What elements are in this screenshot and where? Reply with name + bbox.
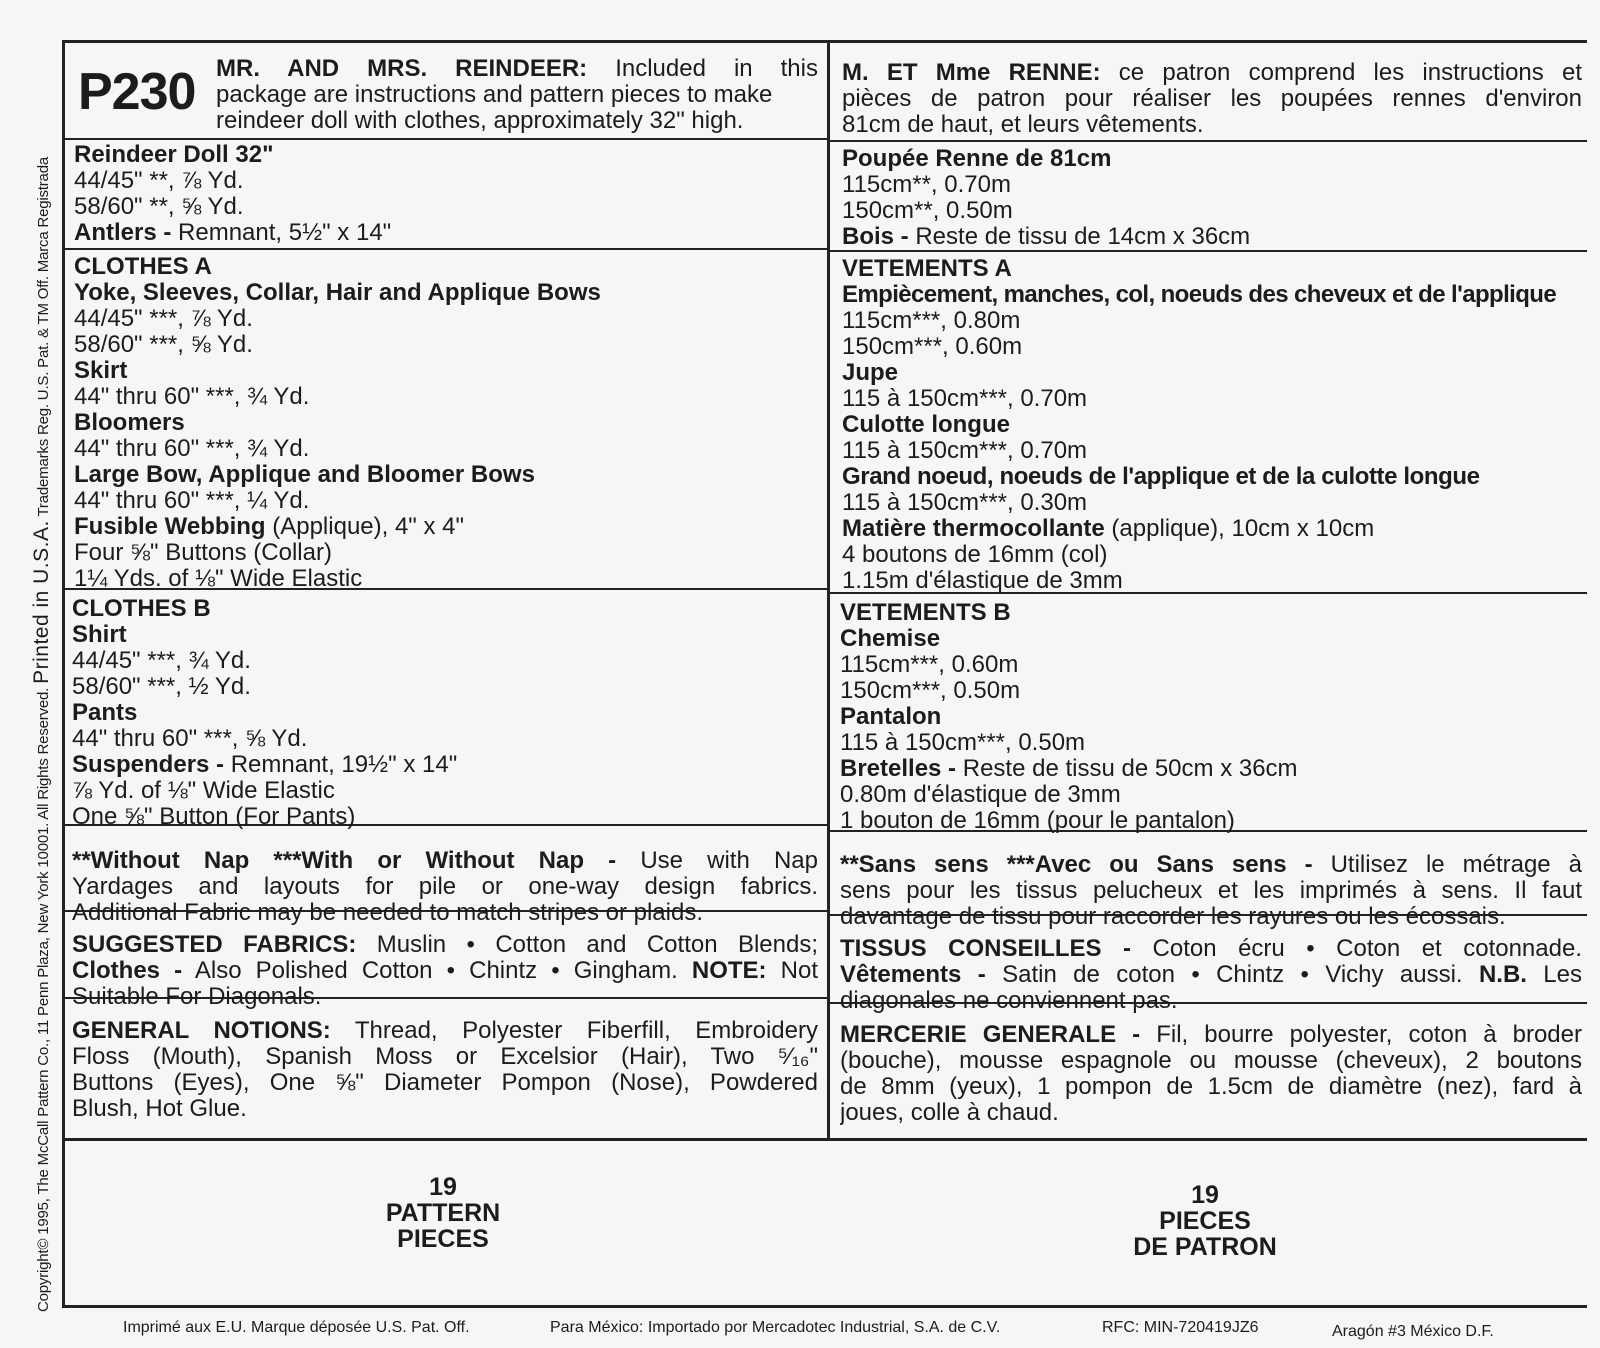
fabrics-line1-fr: [840, 936, 1582, 962]
nap-line1-fr: [840, 852, 1582, 878]
fusible-label-fr: Matière thermocollante: [842, 515, 1105, 542]
elastic-line-en: 1¼ Yds. of ⅛" Wide Elastic: [74, 565, 363, 592]
rule-right-2: [830, 250, 1587, 252]
notions-line1-en: [72, 1018, 818, 1044]
bloomers-title-en: Bloomers: [74, 409, 185, 436]
yoke-title-en: Yoke, Sleeves, Collar, Hair and Applique Bows: [74, 279, 601, 306]
fabrics-rest-fr: Coton écru • Coton et cotonnade.: [1131, 936, 1582, 962]
rule-left-1: [62, 138, 828, 140]
shirt-line1-en: 44/45" ***, ¾ Yd.: [72, 647, 251, 674]
fabrics-line2-rest-fr: Satin de coton • Chintz • Vichy aussi.: [985, 961, 1479, 988]
pieces-count-en: 19: [429, 1173, 457, 1201]
doll-section-en: [74, 142, 819, 246]
pieces-count-fr: 19: [1191, 1181, 1219, 1209]
pants-line1-fr: 115 à 150cm***, 0.50m: [840, 729, 1086, 756]
vetements-label-fr: Vêtements -: [840, 961, 986, 988]
rule-pieces: [62, 1138, 1587, 1141]
notions-rest-en: Thread, Polyester Fiberfill, Embroidery: [330, 1018, 818, 1044]
copyright-side-text: [22, 22, 62, 1312]
nap-line3-en: Additional Fabric may be needed to match stripes or plaids.: [72, 899, 703, 926]
notions-line3-fr: de 8mm (yeux), 1 pompon de 1.5cm de diamètre (nez), fard à: [840, 1073, 1582, 1100]
footer-imprime: Imprimé aux E.U. Marque déposée U.S. Pat. Off.: [123, 1319, 470, 1336]
shirt-title-en: Shirt: [72, 621, 127, 648]
shirt-title-fr: Chemise: [840, 625, 941, 652]
notions-line3-en: Buttons (Eyes), One ⅝" Diameter Pompon (Nose), Powdered: [72, 1069, 818, 1096]
nb-label-fr: N.B.: [1478, 961, 1527, 988]
fusible-value-fr: (applique), 10cm x 10cm: [1104, 515, 1375, 542]
fabrics-line3-fr: diagonales ne conviennent pas.: [840, 987, 1178, 1014]
antlers-label-en: Antlers -: [74, 219, 172, 246]
antlers-value-en: Remnant, 5½" x 14": [171, 219, 392, 246]
header-fr-line1-rest: ce patron comprend les instructions et: [1100, 60, 1582, 86]
buttons-line-fr: 4 boutons de 16mm (col): [842, 541, 1108, 568]
header-en-line3: reindeer doll with clothes, approximately 32" high.: [216, 107, 744, 134]
clothes-label-en: Clothes -: [72, 957, 183, 984]
header-en-line2: package are instructions and pattern pieces to make: [216, 81, 773, 108]
antlers-value-fr: Reste de tissu de 14cm x 36cm: [908, 223, 1251, 250]
doll-title-fr: Poupée Renne de 81cm: [842, 146, 1112, 172]
fusible-value-en: (Applique), 4" x 4": [265, 513, 465, 540]
fabrics-bold-fr: TISSUS CONSEILLES -: [840, 936, 1132, 962]
bloomers-line1-fr: 115 à 150cm***, 0.70m: [842, 437, 1088, 464]
shirt-line2-en: 58/60" ***, ½ Yd.: [72, 673, 251, 700]
button-b-line-fr: 1 bouton de 16mm (pour le pantalon): [840, 807, 1235, 834]
rule-left-2: [62, 248, 828, 250]
doll-title-en: Reindeer Doll 32": [74, 142, 274, 168]
trademark-text: Trademarks Reg. U.S. Pat. & TM Off. Marca Registrada: [35, 157, 52, 517]
header-description-en: [216, 56, 818, 134]
clothes-b-section-en: [72, 596, 817, 830]
suspenders-line-en: [72, 752, 817, 778]
elastic-line-fr: 1.15m d'élastique de 3mm: [842, 567, 1123, 594]
doll-line2-fr: 150cm**, 0.50m: [842, 197, 1013, 224]
notions-rest-fr: Fil, bourre polyester, coton à broder: [1140, 1022, 1582, 1048]
fusible-label-en: Fusible Webbing: [74, 513, 266, 540]
antlers-line-en: [74, 220, 819, 246]
clothes-a-section-en: [74, 254, 819, 592]
yoke-line1-en: 44/45" ***, ⅞ Yd.: [74, 305, 253, 332]
footer-aragon: Aragón #3 México D.F.: [1332, 1323, 1494, 1340]
button-b-line-en: One ⅝" Button (For Pants): [72, 803, 356, 830]
header-en-title: MR. AND MRS. REINDEER:: [216, 55, 588, 82]
printed-in-text: Printed in U.S.A.: [30, 520, 53, 684]
pants-title-fr: Pantalon: [840, 703, 942, 730]
fusible-line-en: [74, 514, 819, 540]
skirt-title-fr: Jupe: [842, 359, 899, 386]
header-fr-title: M. ET Mme RENNE:: [842, 60, 1101, 86]
copyright-text: Copyright© 1995, The McCall Pattern Co., 11 Penn Plaza, New York 10001. All Rights Reserved.: [35, 687, 52, 1312]
yoke-line2-fr: 150cm***, 0.60m: [842, 333, 1023, 360]
doll-line1-en: 44/45" **, ⅞ Yd.: [74, 167, 244, 194]
notions-line1-fr: [840, 1022, 1582, 1048]
pattern-number: P230: [78, 63, 196, 121]
bow-title-fr: Grand noeud, noeuds de l'applique et de la culotte longue: [842, 463, 1480, 490]
notions-bold-fr: MERCERIE GENERALE -: [840, 1022, 1141, 1048]
header-fr-line3: 81cm de haut, et leurs vêtements.: [842, 111, 1204, 138]
antlers-label-fr: Bois -: [842, 223, 909, 250]
footer-mexico: Para México: Importado por Mercadotec Industrial, S.A. de C.V.: [550, 1319, 1001, 1336]
nap-line1-en: [72, 848, 818, 874]
clothes-b-title-fr: VETEMENTS B: [840, 600, 1011, 626]
fabrics-section-fr: [840, 936, 1582, 1014]
suspenders-label-en: Suspenders -: [72, 751, 225, 778]
fabrics-rest-en: Muslin • Cotton and Cotton Blends;: [356, 932, 818, 958]
clothes-b-section-fr: [840, 600, 1585, 834]
pieces-line3-fr: DE PATRON: [1133, 1233, 1277, 1261]
pants-title-en: Pants: [72, 699, 138, 726]
footer-rfc: RFC: MIN-720419JZ6: [1102, 1319, 1259, 1336]
shirt-line2-fr: 150cm***, 0.50m: [840, 677, 1021, 704]
nap-rest-fr: Utilisez le métrage à: [1312, 852, 1582, 878]
shirt-line1-fr: 115cm***, 0.60m: [840, 651, 1019, 678]
fusible-line-fr: [842, 516, 1587, 542]
skirt-line1-en: 44" thru 60" ***, ¾ Yd.: [74, 383, 310, 410]
notions-bold-en: GENERAL NOTIONS:: [72, 1018, 331, 1044]
note-label-en: NOTE:: [691, 957, 767, 984]
fabrics-line1-en: [72, 932, 818, 958]
doll-line2-en: 58/60" **, ⅝ Yd.: [74, 193, 244, 220]
buttons-line-en: Four ⅝" Buttons (Collar): [74, 539, 332, 566]
fabrics-line2-fr: [840, 962, 1582, 988]
nap-bold-fr: **Sans sens ***Avec ou Sans sens -: [840, 852, 1313, 878]
fabrics-line2-rest-en: Also Polished Cotton • Chintz • Gingham.: [182, 957, 692, 984]
doll-line1-fr: 115cm**, 0.70m: [842, 171, 1011, 198]
yoke-line1-fr: 115cm***, 0.80m: [842, 307, 1021, 334]
nap-section-en: [72, 848, 818, 926]
nb-rest-fr: Les: [1526, 961, 1582, 988]
clothes-a-title-en: CLOTHES A: [74, 254, 212, 280]
header-fr-line2: pièces de patron pour réaliser les poupées rennes d'environ: [842, 85, 1582, 112]
header-fr-line1: [842, 60, 1582, 86]
rule-right-1: [830, 140, 1587, 142]
fabrics-section-en: [72, 932, 818, 1010]
notions-line4-en: Blush, Hot Glue.: [72, 1095, 247, 1122]
note-rest-en: Not: [766, 957, 818, 984]
clothes-b-title-en: CLOTHES B: [72, 596, 211, 622]
bow-title-en: Large Bow, Applique and Bloomer Bows: [74, 461, 535, 488]
elastic-b-line-en: ⅞ Yd. of ⅛" Wide Elastic: [72, 777, 335, 804]
fabrics-bold-en: SUGGESTED FABRICS:: [72, 932, 357, 958]
suspenders-label-fr: Bretelles -: [840, 755, 957, 782]
yoke-line2-en: 58/60" ***, ⅝ Yd.: [74, 331, 253, 358]
skirt-title-en: Skirt: [74, 357, 128, 384]
nap-bold-en: **Without Nap ***With or Without Nap -: [72, 848, 617, 874]
header-en-line1: [216, 56, 818, 82]
pattern-pieces-en: [343, 1174, 543, 1252]
clothes-a-section-fr: [842, 256, 1587, 594]
suspenders-line-fr: [840, 756, 1585, 782]
bow-line1-fr: 115 à 150cm***, 0.30m: [842, 489, 1088, 516]
fabrics-line2-en: [72, 958, 818, 984]
column-divider: [827, 40, 830, 1140]
nap-line2-fr: sens pour les tissus pelucheux et les imprimés à sens. Il faut: [840, 877, 1582, 904]
yoke-title-fr: Empiècement, manches, col, noeuds des cheveux et de l'applique: [842, 281, 1557, 308]
notions-line4-fr: joues, colle à chaud.: [840, 1099, 1059, 1126]
antlers-line-fr: [842, 224, 1582, 250]
nap-line2-en: Yardages and layouts for pile or one-way design fabrics.: [72, 873, 818, 900]
nap-rest-en: Use with Nap: [616, 848, 818, 874]
notions-line2-fr: (bouche), mousse espagnole ou mousse (cheveux), 2 boutons: [840, 1047, 1582, 1074]
doll-section-fr: [842, 146, 1582, 250]
bloomers-title-fr: Culotte longue: [842, 411, 1010, 438]
nap-line3-fr: davantage de tissu pour raccorder les rayures ou les écossais.: [840, 903, 1506, 930]
pattern-pieces-fr: [1085, 1182, 1325, 1260]
header-en-line1-rest: Included in this: [587, 55, 818, 82]
pants-line1-en: 44" thru 60" ***, ⅝ Yd.: [72, 725, 308, 752]
bloomers-line1-en: 44" thru 60" ***, ¾ Yd.: [74, 435, 310, 462]
clothes-a-title-fr: VETEMENTS A: [842, 256, 1012, 282]
notions-section-en: [72, 1018, 818, 1122]
skirt-line1-fr: 115 à 150cm***, 0.70m: [842, 385, 1088, 412]
header-description-fr: [842, 60, 1582, 138]
elastic-b-line-fr: 0.80m d'élastique de 3mm: [840, 781, 1121, 808]
suspenders-value-en: Remnant, 19½" x 14": [224, 751, 458, 778]
notions-section-fr: [840, 1022, 1582, 1126]
notions-line2-en: Floss (Mouth), Spanish Moss or Excelsior (Hair), Two ⁵⁄₁₆": [72, 1043, 818, 1070]
nap-section-fr: [840, 852, 1582, 930]
pieces-line3-en: PIECES: [397, 1225, 489, 1253]
pieces-line2-fr: PIECES: [1159, 1207, 1251, 1235]
suspenders-value-fr: Reste de tissu de 50cm x 36cm: [956, 755, 1298, 782]
pieces-line2-en: PATTERN: [385, 1199, 501, 1227]
fabrics-line3-en: Suitable For Diagonals.: [72, 983, 322, 1010]
bow-line1-en: 44" thru 60" ***, ¼ Yd.: [74, 487, 310, 514]
